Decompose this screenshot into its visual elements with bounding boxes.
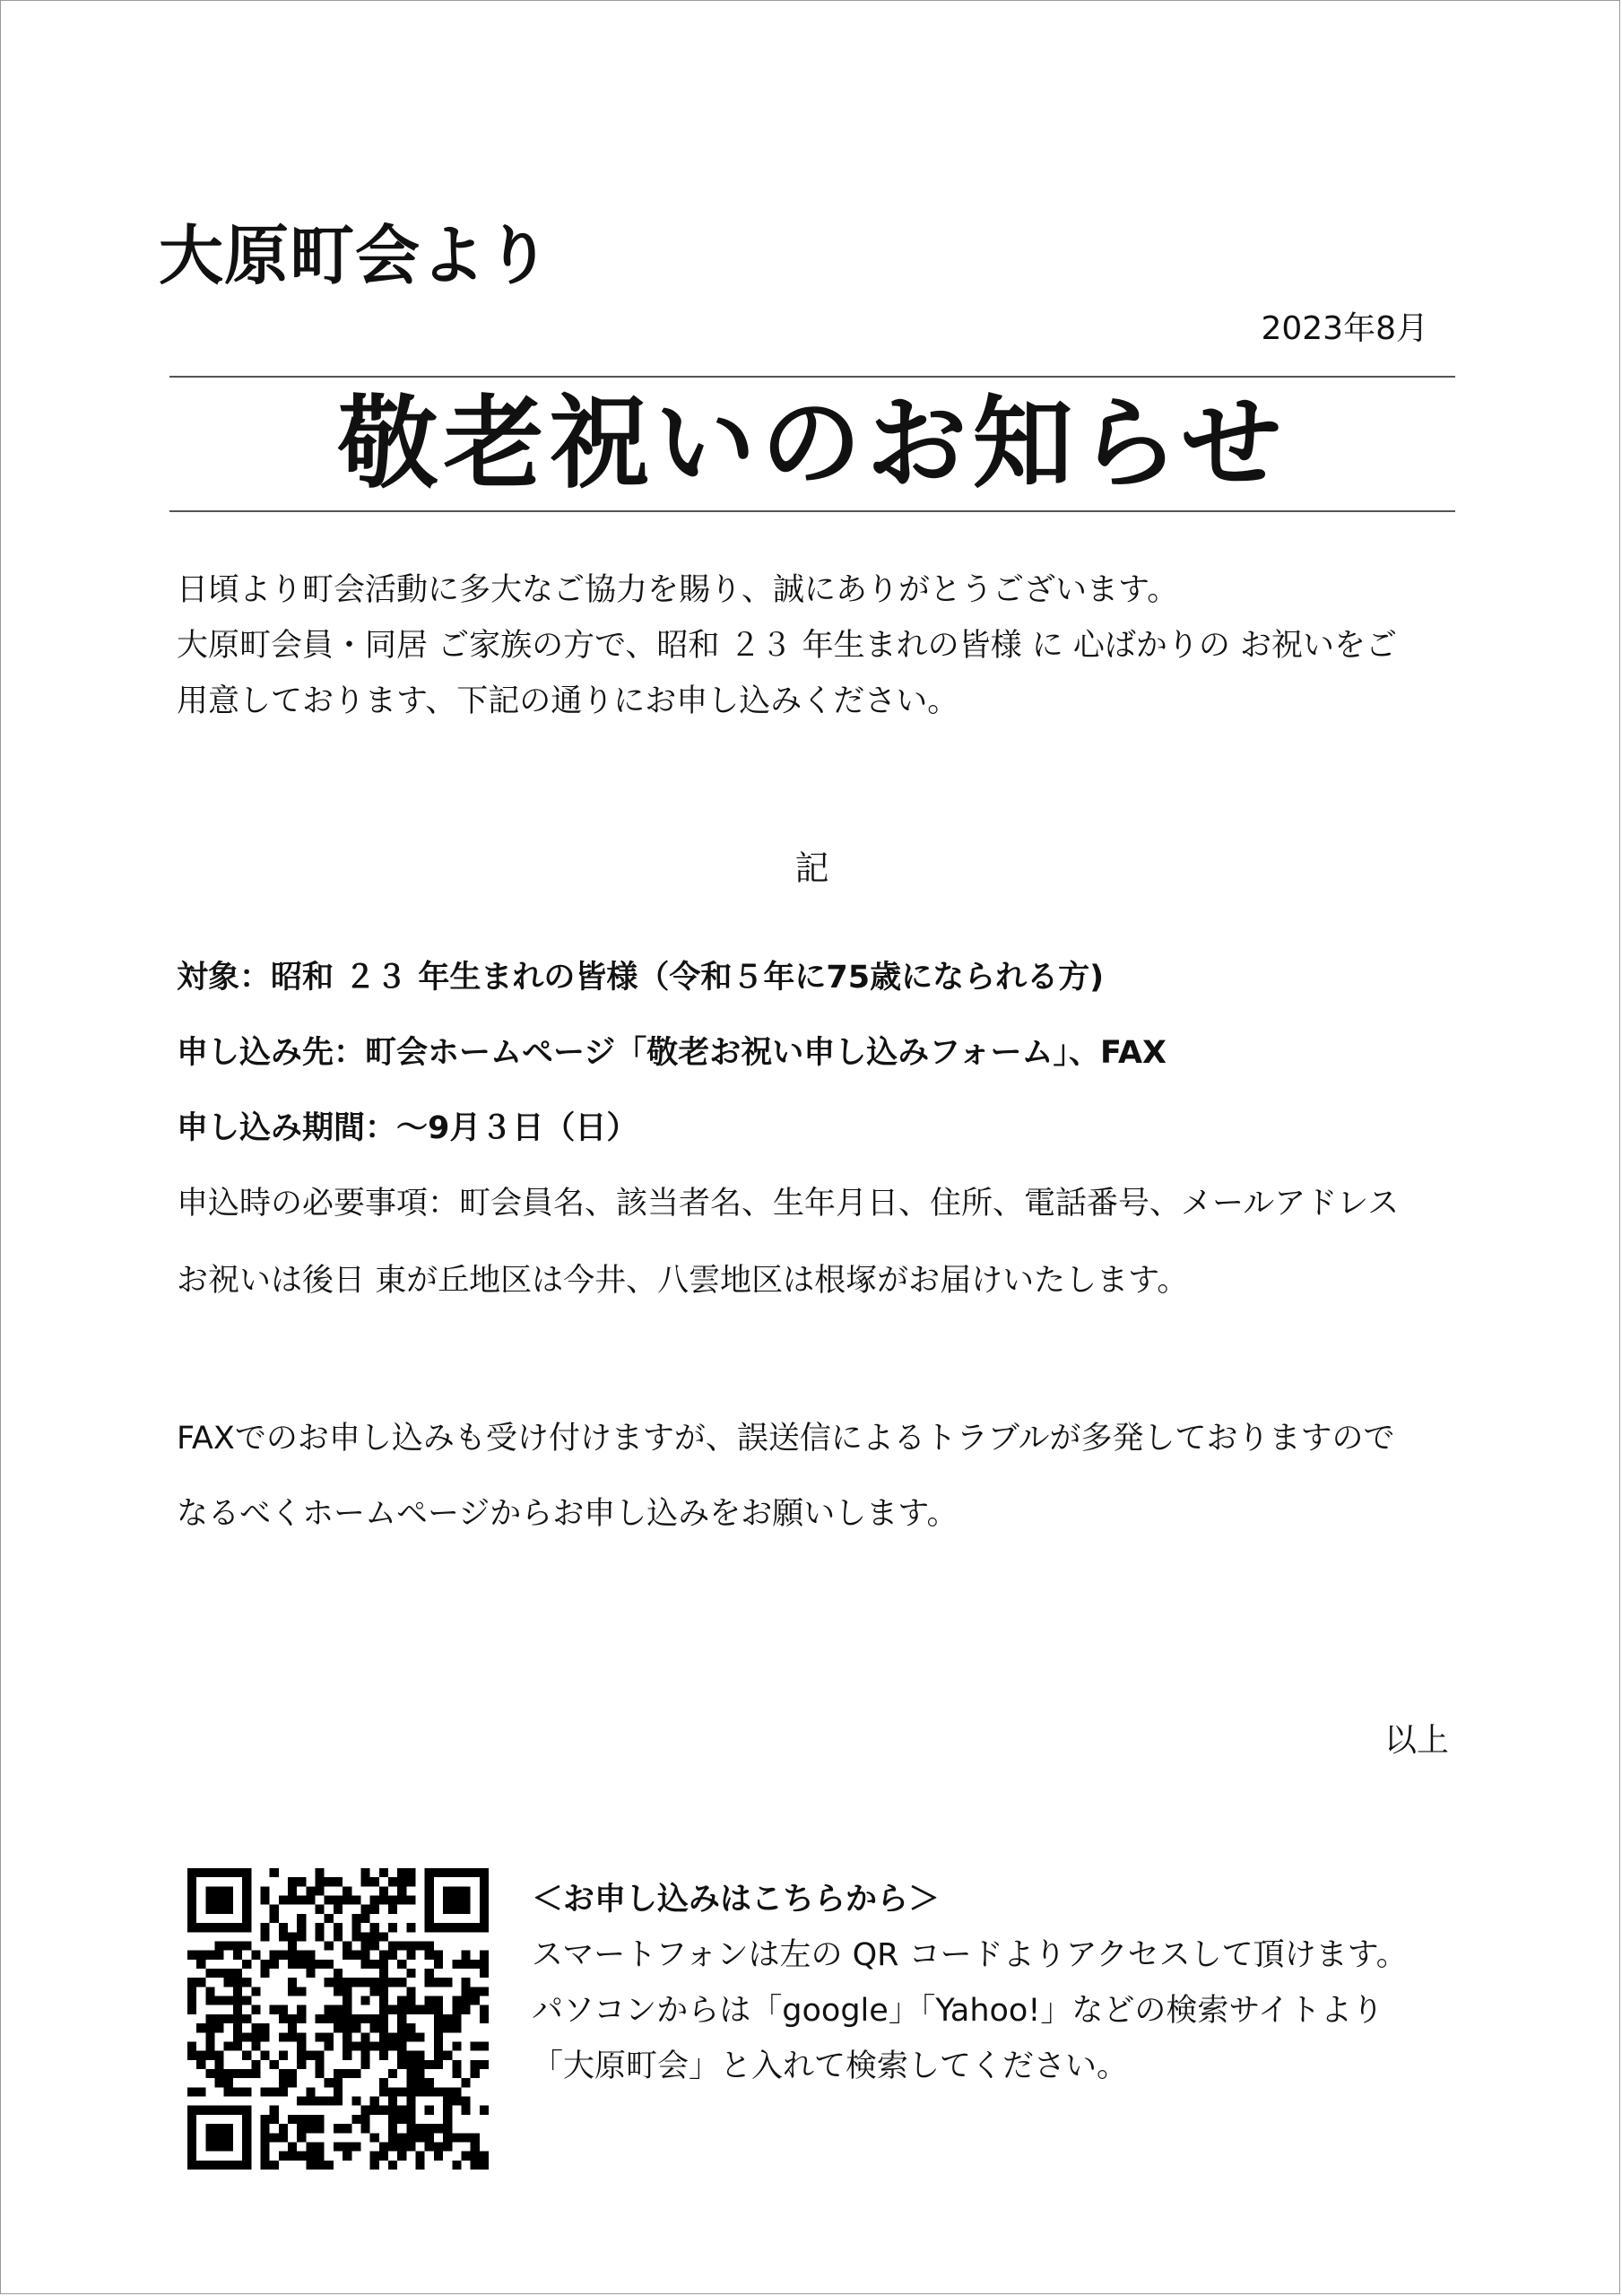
ki-heading: 記 [794,848,829,888]
apply-info [532,1872,1464,2094]
detail-required: 申込時の必要事項：町会員名、該当者名、生年月日、住所、電話番号、メールアドレス [177,1186,1400,1222]
issue-date: 2023年8月 [1261,310,1428,347]
page-title: 敬老祝いのお知らせ [337,386,1288,502]
title-divider-top [169,376,1455,378]
intro-line: 用意しております、下記の通りにお申し込みください。 [177,683,959,719]
organization-name: 大原町会より [159,218,552,293]
apply-heading: ＜お申し込みはこちらから＞ [532,1882,941,1918]
detail-destination: 申し込み先：町会ホームページ「敬老お祝い申し込みフォーム」、FAX [177,1035,1167,1071]
apply-line: 「大原町会」と入れて検索してください。 [532,2048,1129,2084]
detail-period: 申し込み期間：～9月３日（日） [177,1110,638,1146]
apply-line: スマートフォンは左の QR コードよりアクセスして頂けます。 [532,1937,1408,1973]
closing-text: 以上 [1383,1722,1449,1759]
title-divider-bottom [169,510,1455,512]
intro-paragraph [177,562,1459,729]
detail-target: 対象：昭和 ２３ 年生まれの皆様（令和５年に75歳になられる方) [177,960,1105,996]
intro-line: 大原町会員・同居 ご家族の方で、昭和 ２３ 年生まれの皆様 に 心ばかりの お祝いをご [177,628,1398,664]
intro-line: 日頃より町会活動に多大なご協力を賜り、誠にありがとうございます。 [177,572,1179,608]
qr-code-icon[interactable] [187,1868,489,2170]
apply-line: パソコンからは「google」「Yahoo!」などの検索サイトより [532,1993,1383,2029]
detail-delivery: お祝いは後日 東が丘地区は今井、八雲地区は根塚がお届けいたします。 [177,1263,1189,1299]
fax-note: なるべくホームページからお申し込みをお願いします。 [177,1496,958,1532]
fax-note: FAXでのお申し込みも受け付けますが、誤送信によるトラブルが多発しておりますので [177,1421,1395,1457]
